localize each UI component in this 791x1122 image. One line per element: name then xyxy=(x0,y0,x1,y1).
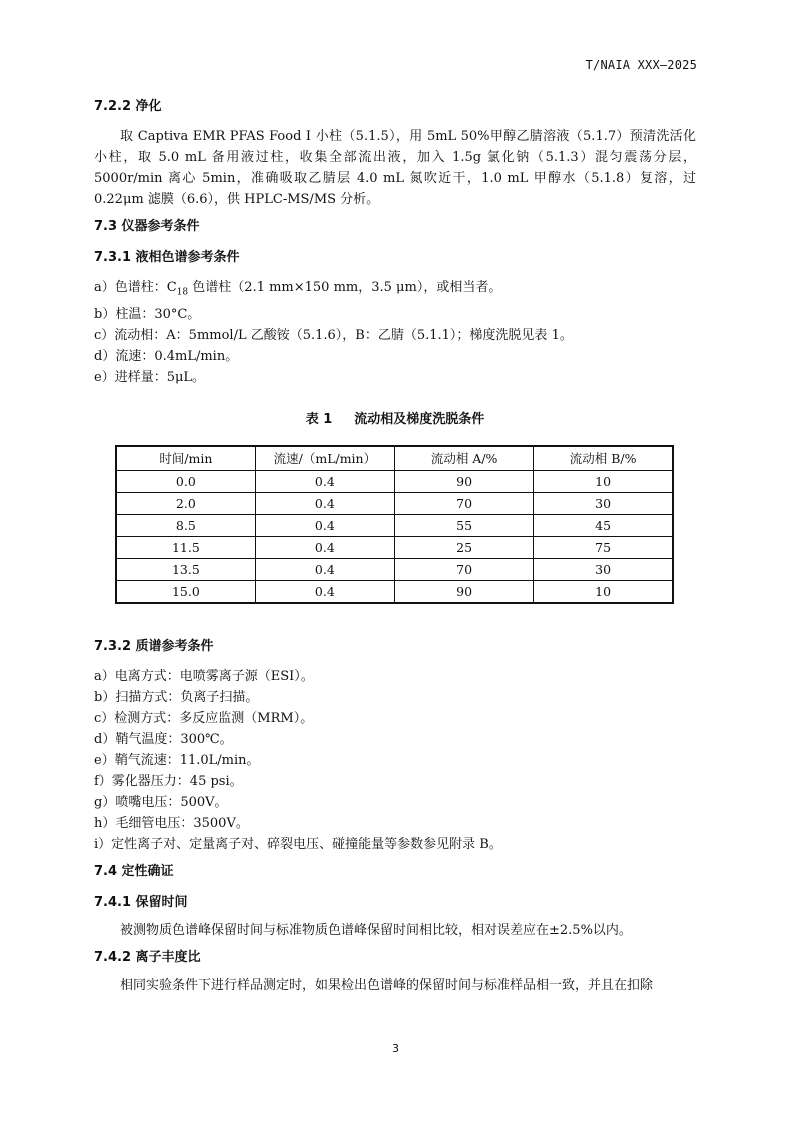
cell-time: 11.5 xyxy=(116,536,255,558)
paragraph-7-2-2: 取 Captiva EMR PFAS Food Ⅰ 小柱（5.1.5），用 5mL 50%甲醇乙腈溶液（5.1.7）预清洗活化小柱，取 5.0 mL 备用液过柱，收集全部流出液，加入 1.5g 氯化钠（5.1.3）混匀震荡分层，5000r/min 离心 5min，准确吸取乙腈层 4.0 mL 氮吹近干，1.0 mL 甲醇水（5.1.8）复溶，过 0.22μm 滤膜（6.6），供 HPLC-MS/MS 分析。 xyxy=(94,129,696,207)
cell-phase-a: 70 xyxy=(395,492,534,514)
cell-flow: 0.4 xyxy=(255,470,394,492)
cell-flow: 0.4 xyxy=(255,492,394,514)
list-item-e: e）进样量：5μL。 xyxy=(94,369,206,385)
table-row xyxy=(116,558,673,580)
cell-time: 13.5 xyxy=(116,558,255,580)
list-7-3-2 xyxy=(94,666,696,855)
item-a-post: 色谱柱（2.1 mm×150 mm，3.5 μm），或相当者。 xyxy=(188,280,502,295)
list-item-c: c）流动相：A：5mmol/L 乙酸铵（5.1.6），B：乙腈（5.1.1）；梯度洗脱见表 1。 xyxy=(94,327,573,343)
cell-phase-b: 30 xyxy=(534,558,673,580)
cell-phase-b: 45 xyxy=(534,514,673,536)
list-item-a: a）电离方式：电喷雾离子源（ESI）。 xyxy=(94,668,314,684)
item-a-subscript: 18 xyxy=(176,287,189,298)
table-title: 流动相及梯度洗脱条件 xyxy=(354,411,485,427)
col-header-flow: 流速/（mL/min） xyxy=(255,446,394,471)
item-a-pre: a）色谱柱：C xyxy=(94,280,177,295)
list-item-c: c）检测方式：多反应监测（MRM）。 xyxy=(94,710,314,726)
cell-phase-a: 90 xyxy=(395,470,534,492)
document-body xyxy=(94,94,696,996)
cell-flow: 0.4 xyxy=(255,580,394,603)
gradient-table xyxy=(115,445,674,604)
cell-time: 2.0 xyxy=(116,492,255,514)
cell-phase-b: 30 xyxy=(534,492,673,514)
list-item-e: e）鞘气流速：11.0L/min。 xyxy=(94,752,260,768)
table-row xyxy=(116,492,673,514)
heading-7-4-1: 7.4.1 保留时间 xyxy=(94,894,188,910)
table-label: 表 1 xyxy=(305,411,333,427)
heading-7-4-2: 7.4.2 离子丰度比 xyxy=(94,949,201,965)
list-item-a xyxy=(94,277,696,304)
heading-7-4: 7.4 定性确证 xyxy=(94,863,174,879)
heading-7-3-2: 7.3.2 质谱参考条件 xyxy=(94,638,214,654)
col-header-phase-a: 流动相 A/% xyxy=(395,446,534,471)
col-header-phase-b: 流动相 B/% xyxy=(534,446,673,471)
list-item-b: b）扫描方式：负离子扫描。 xyxy=(94,689,259,705)
table-caption xyxy=(94,408,696,427)
table-row xyxy=(116,514,673,536)
cell-time: 15.0 xyxy=(116,580,255,603)
list-item-d: d）流速：0.4mL/min。 xyxy=(94,348,239,364)
col-header-time: 时间/min xyxy=(116,446,255,471)
cell-phase-b: 10 xyxy=(534,580,673,603)
page-number: 3 xyxy=(392,1042,399,1055)
table-row xyxy=(116,580,673,603)
cell-flow: 0.4 xyxy=(255,514,394,536)
list-item-f: f）雾化器压力：45 psi。 xyxy=(94,773,243,789)
table-row xyxy=(116,536,673,558)
cell-phase-b: 75 xyxy=(534,536,673,558)
heading-7-3-1: 7.3.1 液相色谱参考条件 xyxy=(94,250,240,265)
table-row xyxy=(116,470,673,492)
table-header-row xyxy=(116,446,673,471)
list-item-g: g）喷嘴电压：500V。 xyxy=(94,794,228,810)
header-standard-id: T/NAIA XXX—2025 xyxy=(585,58,697,72)
cell-phase-b: 10 xyxy=(534,470,673,492)
cell-time: 8.5 xyxy=(116,514,255,536)
heading-7-3: 7.3 仪器参考条件 xyxy=(94,219,200,234)
paragraph-7-4-1: 被测物质色谱峰保留时间与标准物质色谱峰保留时间相比较，相对误差应在±2.5%以内。 xyxy=(120,922,632,938)
cell-phase-a: 70 xyxy=(395,558,534,580)
list-item-i: i）定性离子对、定量离子对、碎裂电压、碰撞能量等参数参见附录 B。 xyxy=(94,836,502,852)
list-item-d: d）鞘气温度：300℃。 xyxy=(94,731,233,747)
list-item-h: h）毛细管电压：3500V。 xyxy=(94,815,249,831)
heading-7-2-2: 7.2.2 净化 xyxy=(94,99,162,114)
list-7-3-1 xyxy=(94,277,696,388)
cell-time: 0.0 xyxy=(116,470,255,492)
paragraph-7-4-2: 相同实验条件下进行样品测定时，如果检出色谱峰的保留时间与标准样品相一致，并且在扣除 xyxy=(120,977,654,993)
cell-phase-a: 90 xyxy=(395,580,534,603)
list-item-b: b）柱温：30°C。 xyxy=(94,306,201,322)
cell-flow: 0.4 xyxy=(255,558,394,580)
cell-flow: 0.4 xyxy=(255,536,394,558)
cell-phase-a: 25 xyxy=(395,536,534,558)
cell-phase-a: 55 xyxy=(395,514,534,536)
